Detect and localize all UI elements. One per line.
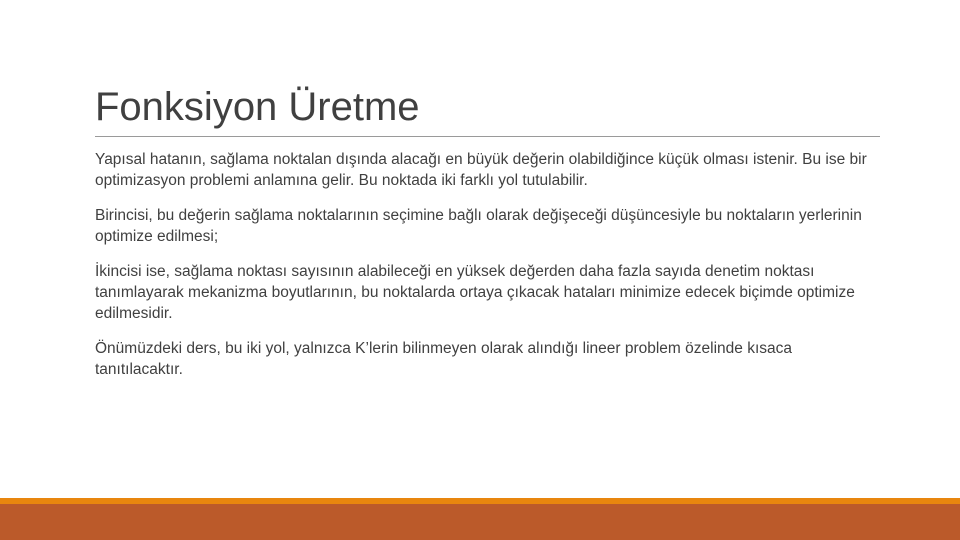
slide-title: Fonksiyon Üretme	[95, 85, 420, 129]
footer-band	[0, 504, 960, 540]
title-divider	[95, 136, 880, 137]
paragraph-2: Birincisi, bu değerin sağlama noktalarının seçimine bağlı olarak değişeceği düşüncesiyle bu noktaların yerlerinin optimize edilmesi;	[95, 207, 862, 245]
slide-body	[95, 149, 880, 394]
paragraph-3: İkincisi ise, sağlama noktası sayısının alabileceği en yüksek değerden daha fazla sayıda denetim noktası tanımlayarak mekanizma boyutlarının, bu noktalarda ortaya çıkacak hataları minimize edecek biçimde optimize edilmesidir.	[95, 263, 855, 322]
paragraph-4: Önümüzdeki ders, bu iki yol, yalnızca K’lerin bilinmeyen olarak alındığı lineer problem özelinde kısaca tanıtılacaktır.	[95, 340, 792, 378]
paragraph-1: Yapısal hatanın, sağlama noktalan dışında alacağı en büyük değerin olabildiğince küçük olması istenir. Bu ise bir optimizasyon problemi anlamına gelir. Bu noktada iki farklı yol tutulabilir.	[95, 151, 867, 189]
